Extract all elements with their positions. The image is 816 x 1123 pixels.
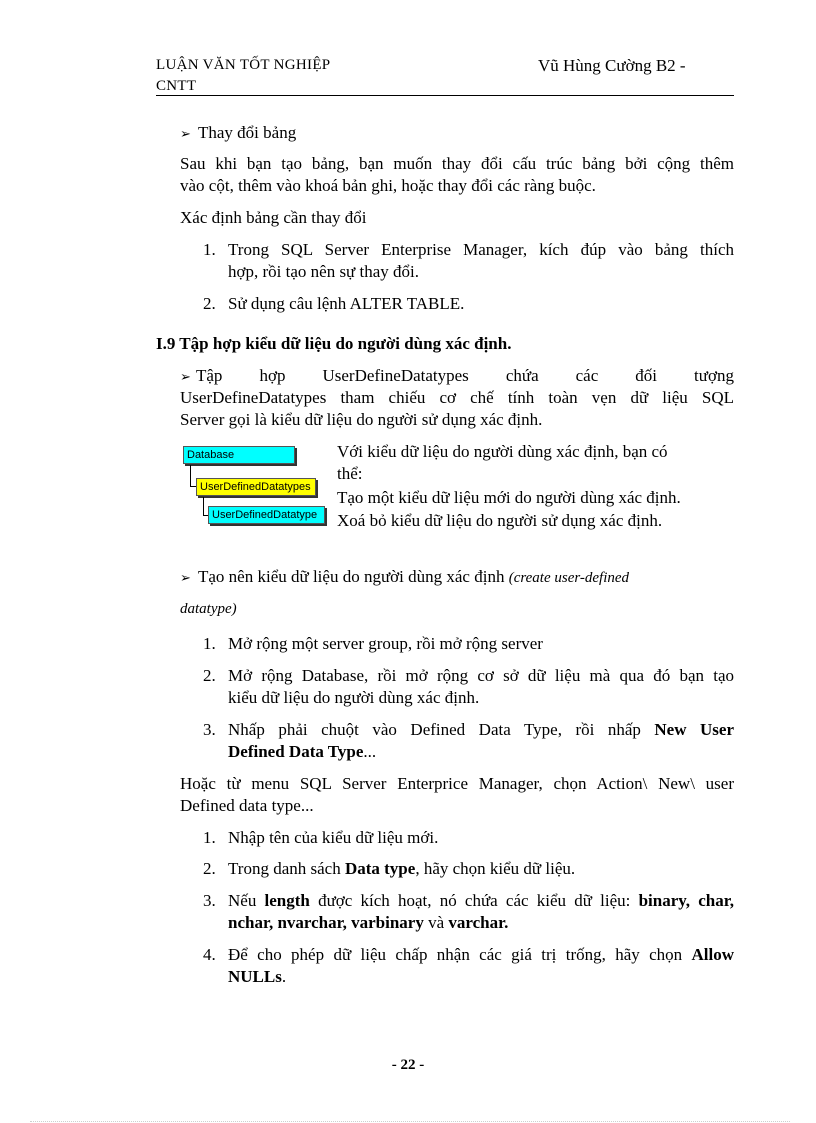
tree-node-userdefineddatatype: UserDefinedDatatype <box>208 506 325 524</box>
list-item-line: Trong SQL Server Enterprise Manager, kích đúp vào bảng thích <box>228 240 734 259</box>
list-item-line: NULLs. <box>228 967 287 986</box>
intro-word: các <box>575 366 599 385</box>
header-title-line1: LUẬN VĂN TỐT NGHIỆP <box>156 57 331 73</box>
intro-word: tượng <box>694 366 734 385</box>
header-title-line2: CNTT <box>156 78 197 94</box>
page-number: - 22 - <box>391 1057 425 1073</box>
list-number: 1. <box>203 634 216 653</box>
tree-node-userdefineddatatypes: UserDefinedDatatypes <box>196 478 316 496</box>
list-item-line: Sử dụng câu lệnh ALTER TABLE. <box>228 294 465 313</box>
intro-word: chứa <box>505 366 539 385</box>
list-item-line: kiểu dữ liệu do người dùng xác định. <box>228 688 480 707</box>
arrow-bullet-icon: ➢ <box>180 370 191 385</box>
list-number: 2. <box>203 859 216 878</box>
arrow-bullet-icon: ➢ <box>180 127 191 142</box>
list-number: 4. <box>203 945 216 964</box>
intro-word: đối <box>635 366 658 385</box>
para-change-line1: Sau khi bạn tạo bảng, bạn muốn thay đổi cấu trúc bảng bởi cộng thêm <box>180 154 734 173</box>
list-item-line: Mở rộng một server group, rồi mở rộng server <box>228 634 543 653</box>
side-text-line1: Với kiểu dữ liệu do người dùng xác định, bạn có <box>337 442 668 461</box>
intro-word-first: ➢ Tập <box>180 365 222 389</box>
list-item-line: nchar, nvarchar, varbinary và varchar. <box>228 913 509 932</box>
intro-word: UserDefineDatatypes <box>322 366 469 385</box>
para-define-table: Xác định bảng cần thay đổi <box>180 208 367 227</box>
list-item-line: Defined Data Type... <box>228 742 377 761</box>
header-left <box>156 55 330 97</box>
list-item-line: Nếu length được kích hoạt, nó chứa các kiểu dữ liệu: binary, char, <box>228 891 734 910</box>
bullet-italic: (create user-defined <box>508 570 630 586</box>
header-author: Vũ Hùng Cường B2 - <box>538 56 686 75</box>
side-text-line4: Xoá bỏ kiểu dữ liệu do người sử dụng xác định. <box>337 511 663 530</box>
bullet-create-type: ➢ Tạo nên kiểu dữ liệu do người dùng xác định (create user-defined <box>180 566 629 590</box>
bullet-title: Thay đổi bảng <box>198 123 297 142</box>
bullet-italic-line2: datatype) <box>180 601 237 617</box>
intro-line2: UserDefineDatatypes tham chiếu cơ chế tính toàn vẹn dữ liệu SQL <box>180 388 734 407</box>
list-number: 3. <box>203 891 216 910</box>
side-text-line2: thể: <box>337 464 363 483</box>
list-number: 2. <box>203 294 216 313</box>
list-item-line: hợp, rồi tạo nên sự thay đổi. <box>228 262 420 281</box>
arrow-bullet-icon: ➢ <box>180 571 191 586</box>
list-item-line: Nhấp phải chuột vào Defined Data Type, rồi nhấp New User <box>228 720 734 739</box>
para-menu-line1: Hoặc từ menu SQL Server Enterprice Manager, chọn Action\ New\ user <box>180 774 734 793</box>
tree-node-database: Database <box>183 446 295 464</box>
page-bottom-rule <box>30 1121 790 1122</box>
list-item-line: Nhập tên của kiểu dữ liệu mới. <box>228 828 439 847</box>
list-number: 3. <box>203 720 216 739</box>
bullet-change-table <box>180 122 296 146</box>
intro-word: hợp <box>259 366 286 385</box>
list-item-line: Trong danh sách Data type, hãy chọn kiểu dữ liệu. <box>228 859 576 878</box>
para-change-line2: vào cột, thêm vào khoá bản ghi, hoặc thay đổi các ràng buộc. <box>180 176 596 195</box>
list-number: 2. <box>203 666 216 685</box>
para-menu-line2: Defined data type... <box>180 796 314 815</box>
side-text-line3: Tạo một kiểu dữ liệu mới do người dùng xác định. <box>337 488 681 507</box>
intro-line1 <box>180 365 734 389</box>
list-item-line: Mở rộng Database, rồi mở rộng cơ sở dữ liệu mà qua đó bạn tạo <box>228 666 734 685</box>
list-number: 1. <box>203 240 216 259</box>
section-heading: I.9 Tập hợp kiểu dữ liệu do người dùng xác định. <box>156 334 512 353</box>
list-item-line: Để cho phép dữ liệu chấp nhận các giá trị trống, hãy chọn Allow <box>228 945 735 964</box>
intro-line3: Server gọi là kiểu dữ liệu do người sử dụng xác định. <box>180 410 543 429</box>
header-rule <box>156 95 734 96</box>
list-number: 1. <box>203 828 216 847</box>
